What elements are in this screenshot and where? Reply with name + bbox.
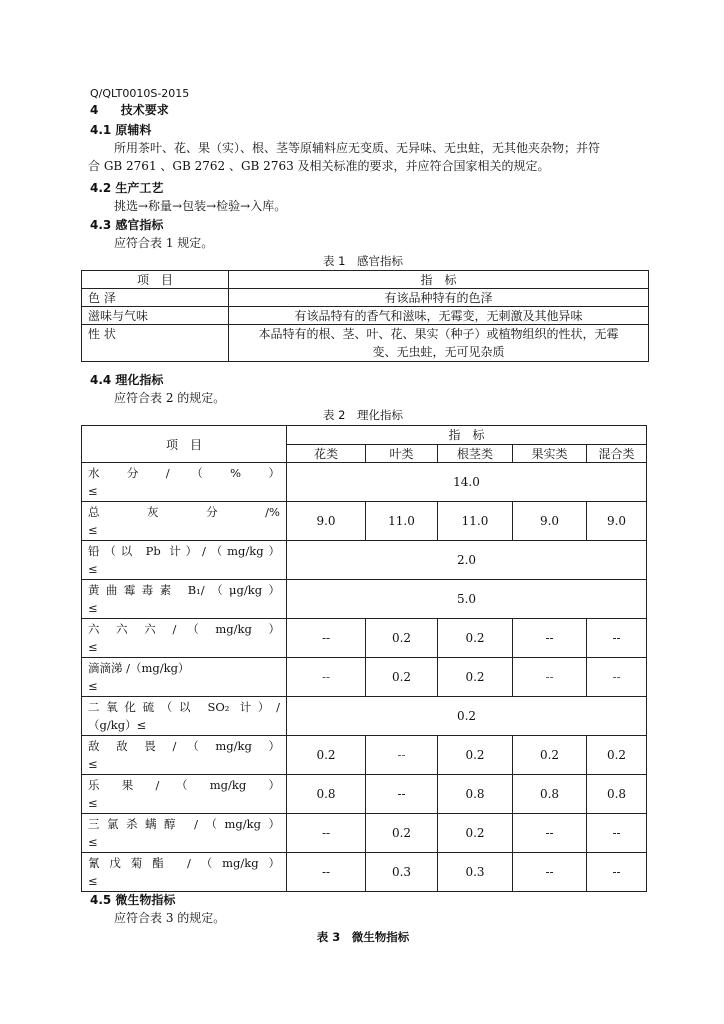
table2-category: 根茎类 xyxy=(438,444,513,463)
table2-merged-value: 14.0 xyxy=(287,463,647,502)
table2-value: 9.0 xyxy=(587,502,647,541)
table1-item: 滋味与气味 xyxy=(82,307,229,325)
table1-value: 有该品特有的香气和滋味，无霉变，无刺激及其他异味 xyxy=(229,307,649,325)
item-line1: 滴滴涕 /（mg/kg） xyxy=(88,661,190,675)
table2-value: -- xyxy=(287,619,366,658)
table2-item xyxy=(82,853,287,892)
table-row xyxy=(82,853,647,892)
table2-value: 0.8 xyxy=(513,775,587,814)
item-line1: 氰戊菊酯 /（mg/kg） xyxy=(88,856,280,870)
table2-merged-value: 0.2 xyxy=(287,697,647,736)
table2-item xyxy=(82,775,287,814)
table1-head-index: 指 标 xyxy=(229,271,649,289)
table2-value: -- xyxy=(587,619,647,658)
table1-value-line1: 本品特有的根、茎、叶、花、果实（种子）或植物组织的性状，无霉 xyxy=(258,327,619,341)
section-4-2-text: 挑选→称量→包装→检验→入库。 xyxy=(114,199,287,213)
table2-value: 11.0 xyxy=(366,502,438,541)
item-line1: 六 六 六 / （ mg/kg ） xyxy=(88,622,280,636)
table-row xyxy=(82,775,647,814)
item-line2: ≤ xyxy=(88,523,98,537)
section-4-4-heading: 4.4 理化指标 xyxy=(90,373,164,387)
table2-value: 0.3 xyxy=(366,853,438,892)
table2-value: 0.8 xyxy=(287,775,366,814)
table2-item xyxy=(82,814,287,853)
table-row xyxy=(82,658,647,697)
section-4-heading xyxy=(90,101,169,118)
table2-value: 9.0 xyxy=(513,502,587,541)
table2-value: 9.0 xyxy=(287,502,366,541)
section-4-5-text: 应符合表 3 的规定。 xyxy=(114,911,226,925)
table2-value: -- xyxy=(587,853,647,892)
table-row xyxy=(82,289,649,307)
table2-physchem xyxy=(81,425,647,892)
item-line2: ≤ xyxy=(88,640,98,654)
table2-value: -- xyxy=(513,853,587,892)
table2-item xyxy=(82,541,287,580)
table2-value: 0.2 xyxy=(438,658,513,697)
item-line1: 敌 敌 畏 / （ mg/kg ） xyxy=(88,739,280,753)
table1-sensory xyxy=(81,270,649,362)
item-line1: 二氧化硫（以 SO₂ 计）/ xyxy=(88,700,280,714)
table2-item xyxy=(82,619,287,658)
table1-item: 色 泽 xyxy=(82,289,229,307)
table2-merged-value: 5.0 xyxy=(287,580,647,619)
table-row xyxy=(82,697,647,736)
table2-item xyxy=(82,736,287,775)
table-row xyxy=(82,619,647,658)
section-4-3-text: 应符合表 1 规定。 xyxy=(114,236,214,250)
section-4-1-heading: 4.1 原辅料 xyxy=(90,123,152,137)
section-4-3-heading: 4.3 感官指标 xyxy=(90,218,164,232)
table2-value: -- xyxy=(287,658,366,697)
table-row xyxy=(82,736,647,775)
item-line1: 乐 果 / （ mg/kg ） xyxy=(88,778,280,792)
table2-value: -- xyxy=(513,658,587,697)
table-row xyxy=(82,325,649,362)
table1-head-item: 项 目 xyxy=(82,271,229,289)
table2-value: 0.2 xyxy=(513,736,587,775)
item-line2: ≤ xyxy=(88,874,98,888)
section-4-title: 技术要求 xyxy=(120,103,169,117)
table2-value: 0.2 xyxy=(587,736,647,775)
table2-value: 0.8 xyxy=(438,775,513,814)
table-row xyxy=(82,814,647,853)
section-4-4-text: 应符合表 2 的规定。 xyxy=(114,391,226,405)
item-line2: ≤ xyxy=(88,796,98,810)
item-line2: ≤ xyxy=(88,835,98,849)
item-line1: 铅（以 Pb 计）/（mg/kg） xyxy=(88,544,280,558)
table2-value: -- xyxy=(287,814,366,853)
table2-value: 0.2 xyxy=(366,619,438,658)
table-row xyxy=(82,502,647,541)
section-4-1-text-line1: 所用茶叶、花、果（实）、根、茎等原辅料应无变质、无异味、无虫蛀，无其他夹杂物；并符 xyxy=(114,141,601,155)
table1-item: 性 状 xyxy=(82,325,229,362)
item-line1: 水 分 / （ % ） xyxy=(88,466,280,480)
item-line2: （g/kg）≤ xyxy=(88,718,147,732)
table2-item xyxy=(82,502,287,541)
section-4-5-heading: 4.5 微生物指标 xyxy=(90,893,176,907)
table2-value: -- xyxy=(513,814,587,853)
item-line1: 三氯杀螨醇 /（mg/kg） xyxy=(88,817,280,831)
table1-header-row xyxy=(82,271,649,289)
item-line2: ≤ xyxy=(88,679,98,693)
item-line2: ≤ xyxy=(88,757,98,771)
table-row xyxy=(82,580,647,619)
table2-head-item: 项 目 xyxy=(82,426,287,463)
table2-item xyxy=(82,463,287,502)
table2-value: -- xyxy=(513,619,587,658)
table2-value: 11.0 xyxy=(438,502,513,541)
section-4-2-heading: 4.2 生产工艺 xyxy=(90,181,164,195)
table1-value: 有该品种特有的色泽 xyxy=(229,289,649,307)
item-line1: 总 灰 分 /% xyxy=(88,505,280,519)
table2-item xyxy=(82,580,287,619)
table-row xyxy=(82,463,647,502)
table2-caption: 表 2 理化指标 xyxy=(323,408,403,422)
section-4-1-text-line2: 合 GB 2761 、GB 2762 、GB 2763 及相关标准的要求，并应符合国家相关的规定。 xyxy=(88,159,550,173)
table-row xyxy=(82,307,649,325)
item-line2: ≤ xyxy=(88,562,98,576)
table2-value: 0.8 xyxy=(587,775,647,814)
table1-value-line2: 变、无虫蛀，无可见杂质 xyxy=(372,345,505,359)
table1-caption: 表 1 感官指标 xyxy=(323,254,403,268)
table2-value: -- xyxy=(287,853,366,892)
table2-merged-value: 2.0 xyxy=(287,541,647,580)
item-line2: ≤ xyxy=(88,601,98,615)
table2-value: 0.2 xyxy=(438,814,513,853)
section-4-number: 4 xyxy=(90,103,99,117)
table3-caption: 表 3 微生物指标 xyxy=(316,930,410,944)
table2-value: 0.2 xyxy=(366,814,438,853)
table2-header-row xyxy=(82,426,647,445)
table2-value: -- xyxy=(587,658,647,697)
table2-value: 0.2 xyxy=(287,736,366,775)
table2-value: -- xyxy=(587,814,647,853)
table2-category: 果实类 xyxy=(513,444,587,463)
item-line2: ≤ xyxy=(88,484,98,498)
table-row xyxy=(82,541,647,580)
table2-category: 叶类 xyxy=(366,444,438,463)
table2-value: -- xyxy=(366,775,438,814)
table2-value: 0.2 xyxy=(438,736,513,775)
table2-value: -- xyxy=(366,736,438,775)
item-line1: 黄曲霉毒素 B₁/（μg/kg） xyxy=(88,583,280,597)
document-code: Q/QLT0010S-2015 xyxy=(90,87,190,100)
table2-category: 混合类 xyxy=(587,444,647,463)
table2-category: 花类 xyxy=(287,444,366,463)
table2-item xyxy=(82,697,287,736)
table1-value xyxy=(229,325,649,362)
table2-head-index: 指 标 xyxy=(287,426,647,445)
table2-value: 0.3 xyxy=(438,853,513,892)
table2-item xyxy=(82,658,287,697)
table2-value: 0.2 xyxy=(438,619,513,658)
table2-value: 0.2 xyxy=(366,658,438,697)
